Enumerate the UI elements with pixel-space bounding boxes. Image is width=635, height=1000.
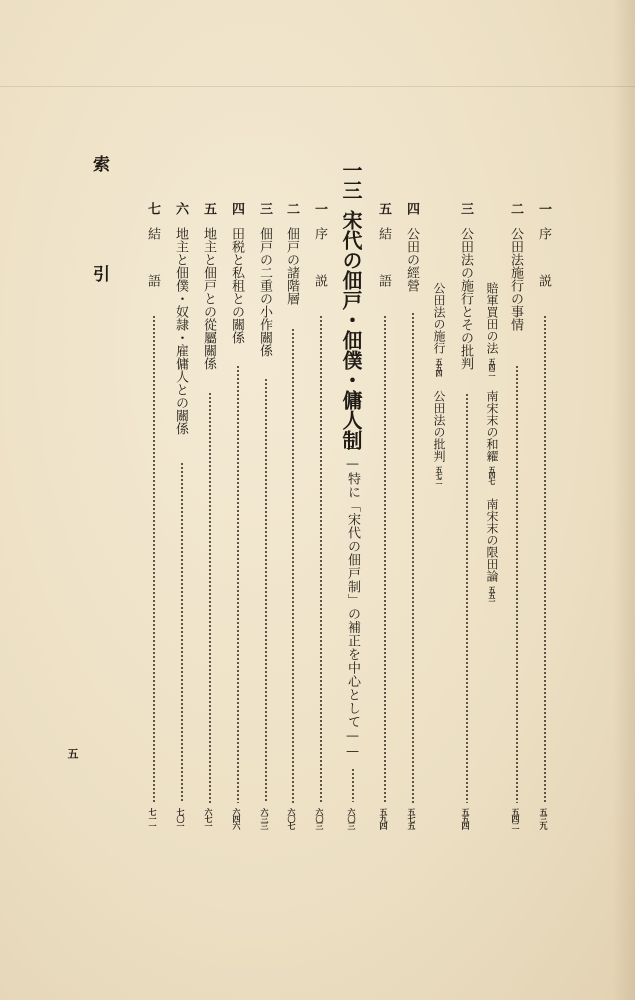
toc-entry-number: 二 xyxy=(284,202,299,215)
toc-entry-title: 結 xyxy=(145,227,160,240)
toc-entry-title: 地主と佃戸との從屬關係 xyxy=(201,227,216,370)
toc-entry-10 xyxy=(202,202,215,370)
toc-entry-number: 三 xyxy=(257,202,272,215)
toc-subentry-row-1 xyxy=(486,282,498,604)
toc-page-number: 五四二 xyxy=(511,808,521,829)
toc-entry-number: 六 xyxy=(173,202,188,215)
toc-page-number: 七〇一 xyxy=(176,808,186,829)
dot-leader xyxy=(544,315,546,803)
toc-subentry-page: 五七二 xyxy=(435,466,444,484)
toc-entry-title: 公田の經營 xyxy=(404,227,419,292)
dot-leader xyxy=(352,768,354,802)
toc-entry-title-end: 語 xyxy=(376,274,391,287)
toc-entry-3 xyxy=(459,202,472,370)
toc-page-number: 六〇三 xyxy=(315,808,325,829)
toc-entry-title: 佃戸の二重の小作關係 xyxy=(257,227,272,357)
page-number: 五 xyxy=(66,748,79,759)
toc-entry-number: 四 xyxy=(229,202,244,215)
toc-entry-5 xyxy=(377,202,390,287)
toc-entry-title: 佃戸の諸階層 xyxy=(284,227,299,305)
toc-subentry-row-2 xyxy=(433,282,445,484)
toc-subentry-title: 南宋末の和糴 xyxy=(485,390,499,462)
toc-entry-title: 結 xyxy=(376,227,391,240)
toc-entry-11 xyxy=(174,202,187,435)
dot-leader xyxy=(412,312,414,803)
toc-subentry-title: 公田法の施行 xyxy=(432,282,446,354)
toc-entry-title-end: 説 xyxy=(536,274,551,287)
toc-entry-number: 五 xyxy=(376,202,391,215)
chapter-title: 宋代の佃戸・佃僕・傭人制 xyxy=(339,210,363,450)
toc-page-number: 六四六 xyxy=(232,808,242,829)
toc-entry-number: 四 xyxy=(404,202,419,215)
toc-entry-1 xyxy=(537,202,550,287)
dot-leader xyxy=(292,328,294,803)
dot-leader xyxy=(153,315,155,803)
dot-leader xyxy=(209,392,211,803)
toc-entry-title-end: 語 xyxy=(145,274,160,287)
toc-subentry-title: 賠軍買田の法 xyxy=(485,282,499,354)
toc-subentry-title: 公田法の批判 xyxy=(432,390,446,462)
toc-page-number: 六三三 xyxy=(260,808,270,829)
dot-leader xyxy=(516,365,518,803)
toc-entry-number: 二 xyxy=(508,202,523,215)
index-label: 索 引 xyxy=(89,155,109,320)
toc-page-number: 五三九 xyxy=(539,808,549,829)
toc-entry-7 xyxy=(285,202,298,305)
chapter-heading xyxy=(341,160,361,450)
dot-leader xyxy=(320,315,322,803)
toc-entry-number: 三 xyxy=(458,202,473,215)
dot-leader xyxy=(237,365,239,803)
toc-subentry-page: 五五四 xyxy=(435,358,444,376)
toc-entry-title: 序 xyxy=(312,227,327,240)
toc-page-number: 五七五 xyxy=(407,808,417,829)
toc-subentry-page: 五四七 xyxy=(488,466,497,484)
toc-entry-4 xyxy=(405,202,418,292)
chapter-number: 一三 xyxy=(339,160,363,200)
toc-entry-2 xyxy=(509,202,522,331)
page-fold-line xyxy=(0,86,635,87)
toc-entry-9 xyxy=(230,202,243,344)
toc-subentry-page: 五四二 xyxy=(488,358,497,376)
toc-entry-12 xyxy=(146,202,159,287)
chapter-subtitle: ——特に「宋代の佃戸制」の補正を中心として—— xyxy=(345,441,360,760)
toc-page-number: 六七一 xyxy=(204,808,214,829)
toc-entry-title: 公田法の施行とその批判 xyxy=(458,227,473,370)
toc-page-number: 五五四 xyxy=(461,808,471,829)
toc-entry-number: 五 xyxy=(201,202,216,215)
toc-entry-8 xyxy=(258,202,271,357)
toc-entry-6 xyxy=(313,202,326,287)
toc-entry-title: 公田法施行の事情 xyxy=(508,227,523,331)
toc-page-number: 五九四 xyxy=(379,808,389,829)
toc-subentry-page: 五五一 xyxy=(488,586,497,604)
toc-entry-number: 一 xyxy=(536,202,551,215)
toc-page-number: 六〇三 xyxy=(347,808,357,829)
binding-shadow xyxy=(613,0,635,1000)
toc-entry-title: 地主と佃僕・奴隷・雇傭人との關係 xyxy=(173,227,188,435)
toc-entry-title: 序 xyxy=(536,227,551,240)
toc-entry-number: 一 xyxy=(312,202,327,215)
dot-leader xyxy=(384,315,386,803)
toc-page-number: 六〇七 xyxy=(287,808,297,829)
dot-leader xyxy=(466,393,468,803)
dot-leader xyxy=(181,462,183,803)
dot-leader xyxy=(265,378,267,803)
toc-page-number: 七一一 xyxy=(148,808,158,829)
toc-subentry-title: 南宋末の限田論 xyxy=(485,498,499,582)
toc-entry-title-end: 説 xyxy=(312,274,327,287)
toc-entry-title: 田税と私租との關係 xyxy=(229,227,244,344)
toc-entry-number: 七 xyxy=(145,202,160,215)
